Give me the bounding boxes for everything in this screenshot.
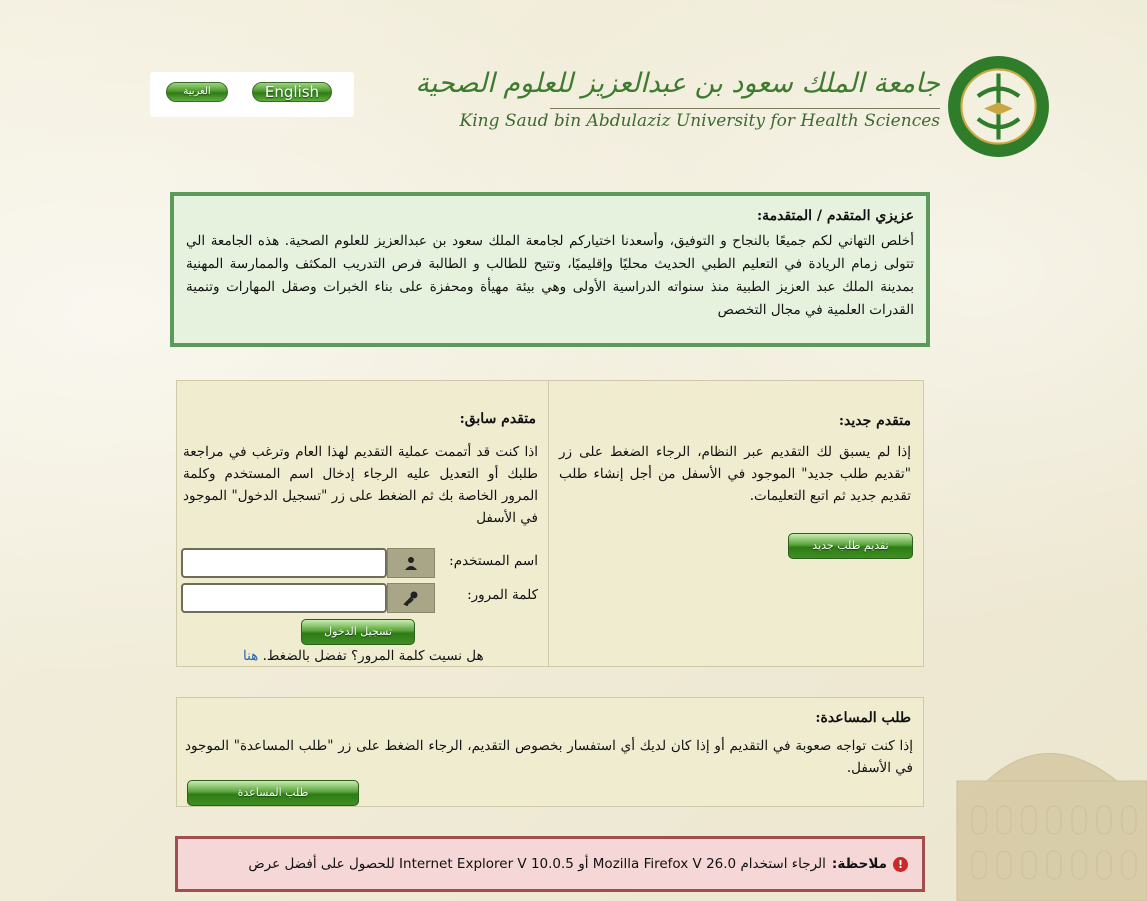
- note-text-post: للحصول على أفضل عرض: [248, 856, 395, 872]
- previous-applicant-text: اذا كنت قد أتممت عملية التقديم لهذا العام وترغب في مراجعة طلبك أو التعديل عليه الرجاء إدخال اسم المستخدم وكلمة المرور الخاصة بك ثم الضغط على زر "تسجيل الدخول" الموجود في الأسفل: [183, 444, 538, 526]
- help-title: طلب المساعدة:: [815, 710, 911, 726]
- alert-icon: !: [893, 857, 908, 872]
- username-input[interactable]: [181, 548, 387, 578]
- browser-note: [175, 836, 925, 892]
- user-icon: [387, 548, 435, 578]
- login-button[interactable]: تسجيل الدخول: [301, 619, 415, 645]
- university-name-english: King Saud bin Abdulaziz University for Health Sciences: [459, 111, 940, 131]
- note-ie-version: Internet Explorer V 10.0.5: [399, 856, 574, 872]
- new-applicant-panel: [548, 380, 924, 667]
- forgot-password-text: [243, 648, 484, 664]
- password-input[interactable]: [181, 583, 387, 613]
- note-text-pre: الرجاء استخدام: [740, 856, 826, 872]
- new-applicant-text: إذا لم يسبق لك التقديم عبر النظام، الرجاء الضغط على زر "تقديم طلب جديد" الموجود في الأسفل من أجل إنشاء طلب تقديم جديد ثم اتبع التعليمات.: [559, 444, 911, 504]
- university-seal-icon: [947, 55, 1050, 158]
- help-request-button[interactable]: طلب المساعدة: [187, 780, 359, 806]
- english-language-button[interactable]: English: [252, 82, 332, 102]
- welcome-title: عزيزي المتقدم / المتقدمة:: [756, 208, 914, 224]
- background-building-illustration: [947, 721, 1147, 901]
- logo-divider: [550, 108, 940, 109]
- note-label: ملاحظة:: [831, 856, 887, 872]
- welcome-message-box: [170, 192, 930, 347]
- username-label: اسم المستخدم:: [449, 553, 538, 569]
- forgot-password-prompt: هل نسيت كلمة المرور؟ تفضل بالضغط.: [262, 648, 484, 664]
- forgot-password-link[interactable]: هنا: [243, 648, 259, 664]
- previous-applicant-title: متقدم سابق:: [459, 411, 536, 427]
- university-name-arabic: جامعة الملك سعود بن عبدالعزيز للعلوم الصحية: [415, 68, 940, 99]
- password-label: كلمة المرور:: [467, 587, 538, 603]
- help-request-panel: [176, 697, 924, 807]
- previous-applicant-panel: [176, 380, 549, 667]
- help-text: إذا كنت تواجه صعوبة في التقديم أو إذا كان لديك أي استفسار بخصوص التقديم، الرجاء الضغط على زر "طلب المساعدة" الموجود في الأسفل.: [185, 738, 913, 776]
- welcome-body: أخلص التهاني لكم جميعًا بالنجاح و التوفيق، وأسعدنا اختياركم لجامعة الملك سعود بن عبدالعزيز للعلوم الصحية. هذه الجامعة الي تتولى زمام الريادة في التعليم الطبي الحديث محليًا وإقليميًا، وتتيح للطالب و الطالبة فرص التدريب المكثف والممارسة المهنية بمدينة الملك عبد العزيز الطبية منذ سنواته الدراسية الأولى وهي بيئة مهيأة ومحفزة على بناء الخبرات وصقل المهارات وتنمية القدرات العلمية في مجال التخصص: [186, 233, 914, 318]
- arabic-language-button[interactable]: العربية: [166, 82, 228, 102]
- new-application-button[interactable]: تقديم طلب جديد: [788, 533, 913, 559]
- note-firefox-version: Mozilla Firefox V 26.0: [592, 856, 737, 872]
- key-icon: [387, 583, 435, 613]
- language-switcher: [150, 72, 354, 117]
- note-or: أو: [578, 856, 589, 872]
- new-applicant-title: متقدم جديد:: [838, 413, 911, 429]
